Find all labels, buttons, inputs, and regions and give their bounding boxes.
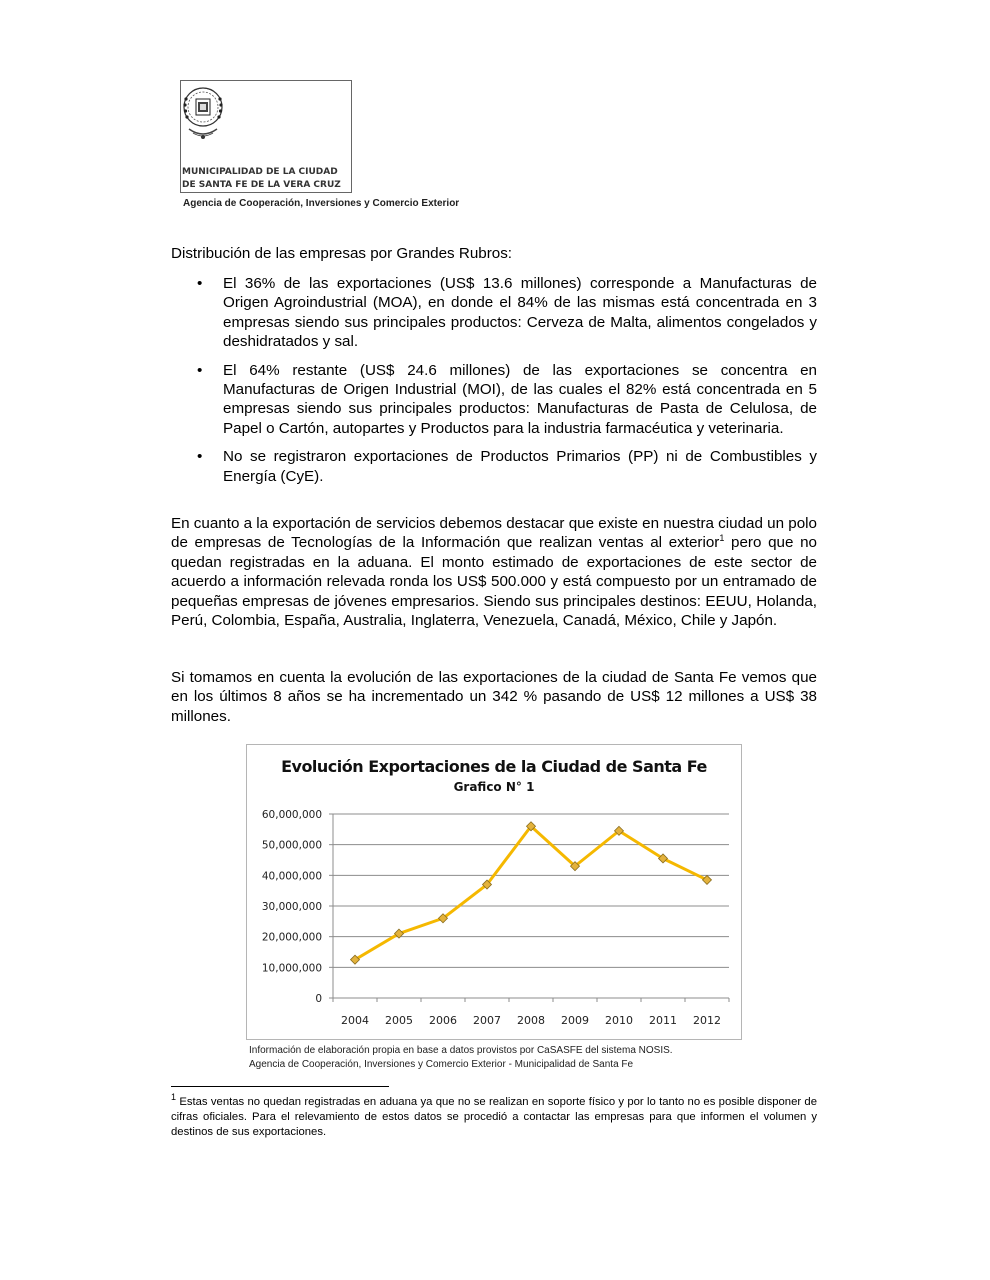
bullet-marker: •	[197, 361, 203, 379]
footnote-reference[interactable]: 1	[719, 533, 725, 544]
y-tick-label: 0	[315, 993, 322, 1005]
y-tick-label: 10,000,000	[261, 962, 322, 975]
x-tick-label: 2009	[561, 1014, 589, 1027]
x-tick-label: 2004	[341, 1014, 369, 1027]
x-tick-label: 2007	[473, 1014, 501, 1027]
chart-plot-area	[247, 745, 741, 1039]
y-tick-label: 40,000,000	[261, 870, 322, 883]
y-tick-label: 60,000,000	[261, 809, 322, 821]
municipality-logo	[180, 80, 352, 193]
agency-header: Agencia de Cooperación, Inversiones y Comercio Exterior	[183, 198, 460, 209]
exports-chart	[246, 744, 742, 1040]
x-tick-label: 2006	[429, 1014, 457, 1027]
x-tick-label: 2011	[649, 1014, 677, 1027]
bullet-text: No se registraron exportaciones de Productos Primarios (PP) ni de Combustibles y Energía (CyE).	[223, 448, 817, 485]
chart-subtitle: Grafico N° 1	[453, 780, 535, 794]
bullet-marker: •	[197, 275, 203, 292]
chart-caption-line1: Información de elaboración propia en base a datos provistos por CaSASFE del sistema NOSIS.	[249, 1045, 673, 1056]
y-tick-label: 20,000,000	[261, 931, 322, 944]
x-tick-label: 2008	[517, 1014, 545, 1027]
services-text-part1: En cuanto a la exportación de servicios debemos destacar que existe en nuestra ciudad un polo de empresas de Tecnologías de la Información que realizan ventas al exterior	[171, 515, 817, 552]
x-tick-label: 2005	[385, 1014, 413, 1027]
city-seal-icon	[183, 85, 225, 147]
bullet-marker: •	[197, 448, 203, 466]
services-paragraph	[171, 514, 817, 630]
chart-title: Evolución Exportaciones de la Ciudad de Santa Fe	[281, 757, 707, 776]
bullet-item	[171, 447, 817, 486]
logo-org-line2: DE SANTA FE DE LA VERA CRUZ	[182, 180, 341, 190]
footnote-separator	[171, 1086, 389, 1087]
x-tick-label: 2012	[693, 1014, 721, 1027]
evolution-paragraph: Si tomamos en cuenta la evolución de las exportaciones de la ciudad de Santa Fe vemos que en los últimos 8 años se ha incrementado un 342 % pasando de US$ 12 millones a US$ 38 millones.	[171, 669, 817, 725]
chart-caption	[249, 1044, 673, 1071]
rubros-bullet-list	[171, 274, 817, 495]
x-tick-label: 2010	[605, 1014, 633, 1027]
services-text-part2: pero que no quedan registradas en la aduana. El monto estimado de exportaciones de este sector de acuerdo a información relevada ronda los US$ 500.000 y está compuesto por un entramado de pequeñas empresas de jóvenes empresarios. Siendo sus principales destinos: EEUU, Holanda, Perú, Colombia, España, Australia, Inglaterra, Venezuela, Canadá, México, Chile y Japón.	[171, 534, 817, 630]
bullet-text: El 36% de las exportaciones (US$ 13.6 millones) corresponde a Manufacturas de Origen Agroindustrial (MOA), en donde el 84% de las mismas está concentrada en 3 empresas siendo sus principales productos: Cerveza de Malta, alimentos congelados y deshidratados y sal.	[223, 275, 817, 351]
logo-org-line1: MUNICIPALIDAD DE LA CIUDAD	[182, 167, 338, 177]
footnote-text: Estas ventas no quedan registradas en aduana ya que no se realizan en soporte físico y por lo tanto no es posible disponer de cifras oficiales. Para el relevamiento de estos datos se procedió a contactar las empresas para que informen el volumen y destinos de sus exportaciones.	[171, 1096, 817, 1138]
y-tick-label: 30,000,000	[261, 901, 322, 913]
series-line	[355, 826, 707, 959]
y-tick-label: 50,000,000	[261, 839, 322, 852]
chart-caption-line2: Agencia de Cooperación, Inversiones y Comercio Exterior - Municipalidad de Santa Fe	[249, 1058, 634, 1070]
section-intro: Distribución de las empresas por Grandes Rubros:	[171, 245, 513, 262]
bullet-item	[171, 274, 817, 352]
bullet-text: El 64% restante (US$ 24.6 millones) de las exportaciones se concentra en Manufacturas de Origen Industrial (MOI), de las cuales el 82% está concentrada en 5 empresas siendo sus principales productos: Manufacturas de Pasta de Celulosa, de Papel o Cartón, autopartes y Productos para la industria farmacéutica y veterinaria.	[223, 361, 817, 437]
footnote	[171, 1092, 817, 1139]
footnote-mark: 1	[171, 1092, 177, 1103]
bullet-item	[171, 361, 817, 439]
